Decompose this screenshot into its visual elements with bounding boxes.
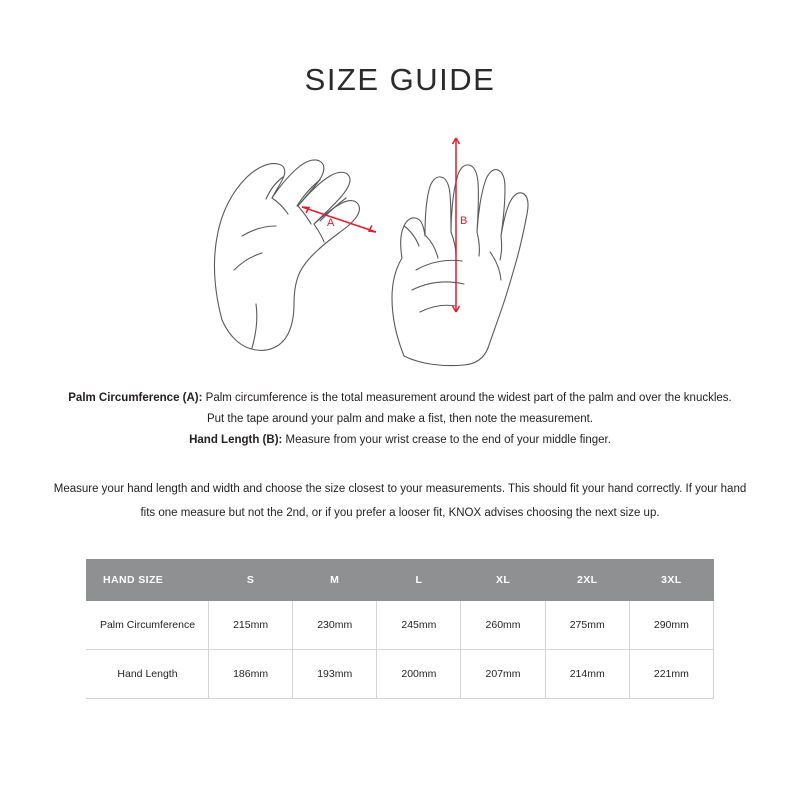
measurement-b <box>453 138 460 312</box>
size-table <box>86 559 714 699</box>
palm-circumference-xl: 260mm <box>461 601 545 650</box>
palm-circumference-description <box>55 388 745 409</box>
header-size-l: L <box>377 560 461 601</box>
hand-measurement-diagram <box>0 120 800 370</box>
row-label-hand-length: Hand Length <box>87 650 209 699</box>
palm-circumference-l: 245mm <box>377 601 461 650</box>
right-hand-outline <box>392 165 528 366</box>
table-row <box>87 601 714 650</box>
hands-illustration <box>190 120 610 370</box>
table-header-row <box>87 560 714 601</box>
sizing-note-line-2: fits one measure but not the 2nd, or if you prefer a looser fit, KNOX advises choosing the next size up. <box>140 507 660 519</box>
measurement-description <box>0 388 800 451</box>
header-size-xl: XL <box>461 560 545 601</box>
hand-length-l: 200mm <box>377 650 461 699</box>
header-hand-size: HAND SIZE <box>87 560 209 601</box>
palm-circumference-m: 230mm <box>293 601 377 650</box>
palm-circumference-term: Palm Circumference (A): <box>68 392 203 404</box>
palm-circumference-text: Palm circumference is the total measurement around the widest part of the palm and over the knuckles. <box>202 392 732 404</box>
tape-instruction: Put the tape around your palm and make a fist, then note the measurement. <box>206 413 594 425</box>
hand-length-3xl: 221mm <box>629 650 713 699</box>
palm-circumference-3xl: 290mm <box>629 601 713 650</box>
size-table-body <box>87 601 714 699</box>
header-size-3xl: 3XL <box>629 560 713 601</box>
header-size-s: S <box>209 560 293 601</box>
measurement-a-label: A <box>327 217 335 229</box>
header-size-2xl: 2XL <box>545 560 629 601</box>
row-label-palm-circumference: Palm Circumference <box>87 601 209 650</box>
table-row <box>87 650 714 699</box>
page-title: SIZE GUIDE <box>304 62 496 97</box>
palm-circumference-2xl: 275mm <box>545 601 629 650</box>
header-size-m: M <box>293 560 377 601</box>
hand-length-2xl: 214mm <box>545 650 629 699</box>
size-table-head <box>87 560 714 601</box>
measurement-b-label: B <box>460 215 468 227</box>
palm-circumference-s: 215mm <box>209 601 293 650</box>
hand-length-description <box>55 430 745 451</box>
measurement-a <box>302 207 376 232</box>
size-table-container <box>86 559 714 699</box>
sizing-note <box>0 477 800 525</box>
sizing-note-line-1: Measure your hand length and width and choose the size closest to your measurements. This should fit your hand correctly. If your hand <box>53 483 747 495</box>
hand-length-text: Measure from your wrist crease to the end of your middle finger. <box>282 434 611 446</box>
left-hand-outline <box>215 160 360 350</box>
hand-length-term: Hand Length (B): <box>189 434 283 446</box>
hand-length-m: 193mm <box>293 650 377 699</box>
hand-length-xl: 207mm <box>461 650 545 699</box>
hand-length-s: 186mm <box>209 650 293 699</box>
